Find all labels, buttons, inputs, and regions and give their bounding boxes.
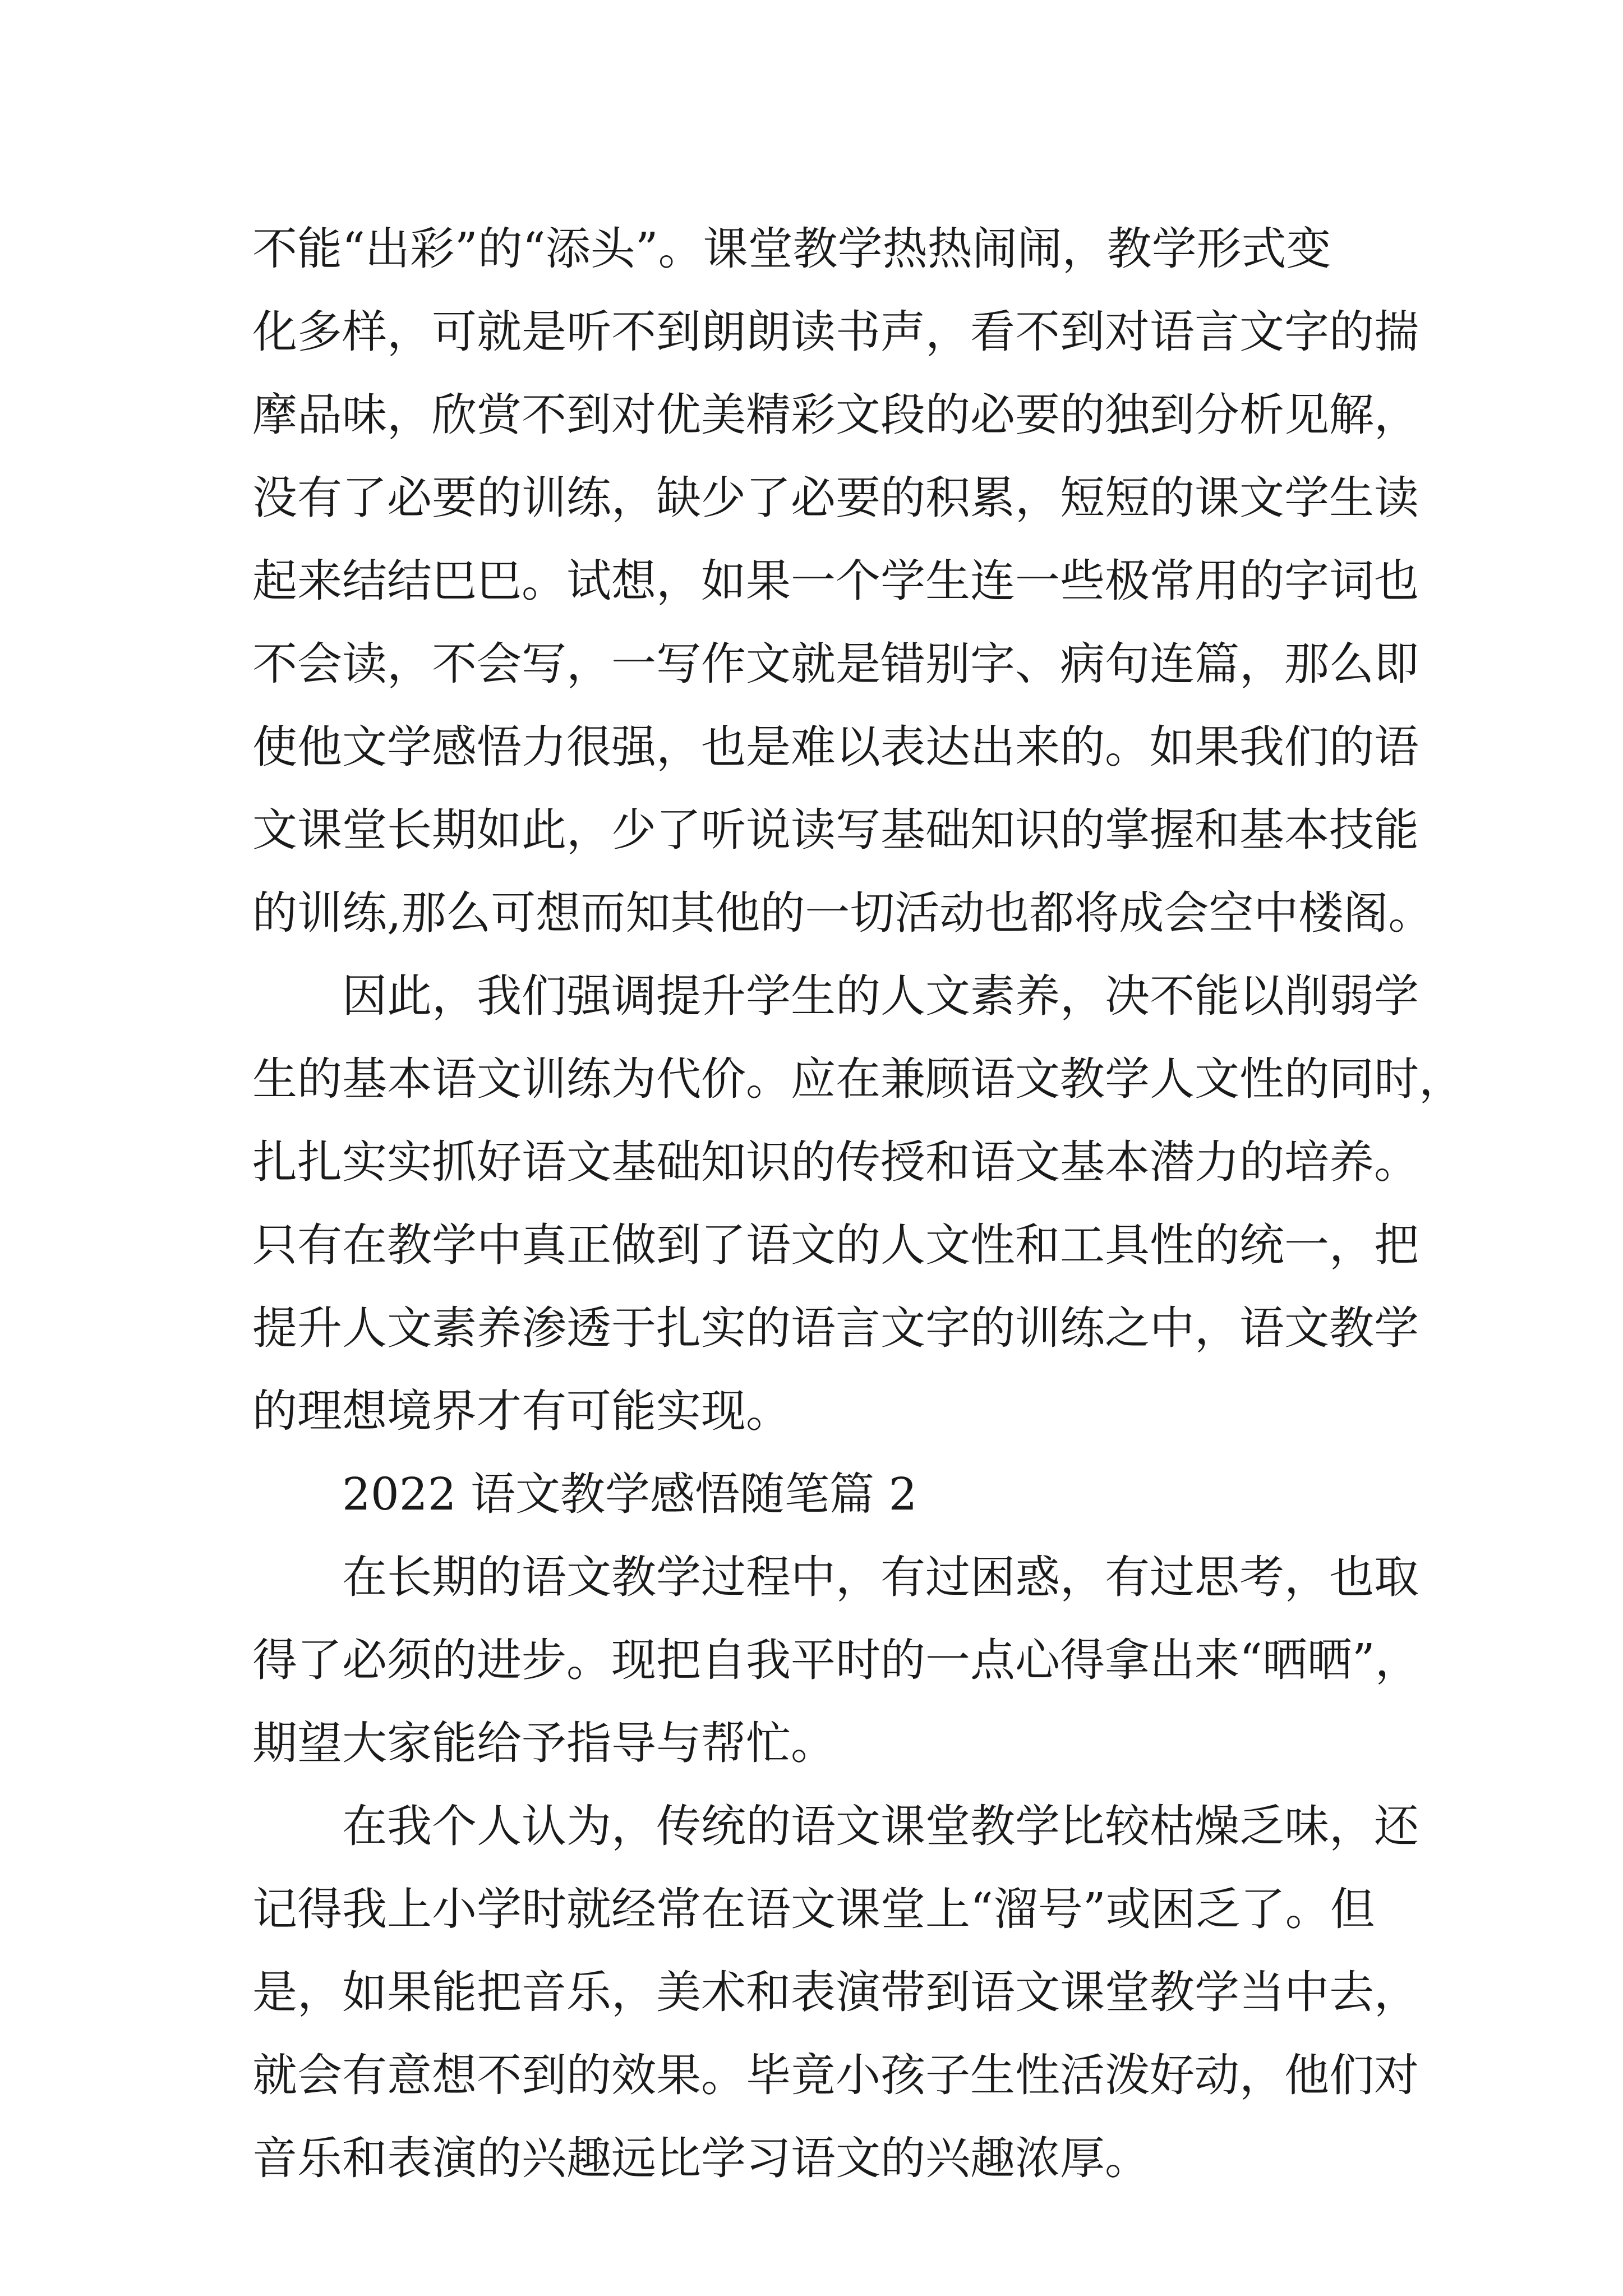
text-line: 记得我上小学时就经常在语文课堂上“溜号”或困乏了。但 (252, 1883, 1375, 1935)
text-line: 扎扎实实抓好语文基础知识的传授和语文基本潜力的培养。 (252, 1136, 1419, 1188)
text-line: 在长期的语文教学过程中，有过困惑，有过思考，也取 (342, 1551, 1419, 1603)
document-body (252, 208, 1464, 2200)
text-line: 只有在教学中真正做到了语文的人文性和工具性的统一，把 (252, 1219, 1419, 1271)
section-heading (252, 1453, 1380, 1536)
section-heading-text: 2022 语文教学感悟随笔篇 2 (342, 1468, 917, 1520)
text-line: 是，如果能把音乐，美术和表演带到语文课堂教学当中去， (252, 1966, 1419, 2018)
text-line: 音乐和表演的兴趣远比学习语文的兴趣浓厚。 (252, 2132, 1150, 2184)
text-line: 文课堂长期如此，少了听说读写基础知识的掌握和基本技能 (252, 804, 1419, 856)
text-line: 没有了必要的训练，缺少了必要的积累，短短的课文学生读 (252, 472, 1419, 524)
paragraph (252, 208, 1433, 955)
text-line: 不能“出彩”的“添头”。课堂教学热热闹闹，教学形式变 (252, 223, 1331, 275)
text-line: 在我个人认为，传统的语文课堂教学比较枯燥乏味，还 (342, 1800, 1419, 1852)
text-line: 因此，我们强调提升学生的人文素养，决不能以削弱学 (342, 970, 1419, 1022)
text-line: 提升人文素养渗透于扎实的语言文字的训练之中，语文教学 (252, 1302, 1419, 1354)
paragraph (252, 1536, 1420, 1785)
text-line: 期望大家能给予指导与帮忙。 (252, 1717, 836, 1769)
text-line: 摩品味，欣赏不到对优美精彩文段的必要的独到分析见解， (252, 389, 1419, 441)
paragraph (252, 955, 1464, 1453)
text-line: 就会有意想不到的效果。毕竟小孩子生性活泼好动，他们对 (252, 2049, 1419, 2101)
paragraph (252, 1785, 1419, 2200)
text-line: 得了必须的进步。现把自我平时的一点心得拿出来“晒晒”， (252, 1634, 1420, 1686)
text-line: 不会读，不会写，一写作文就是错别字、病句连篇，那么即 (252, 638, 1419, 690)
text-line: 的理想境界才有可能实现。 (252, 1385, 791, 1437)
text-line: 起来结结巴巴。试想，如果一个学生连一些极常用的字词也 (252, 555, 1419, 607)
text-line: 生的基本语文训练为代价。应在兼顾语文教学人文性的同时， (252, 1053, 1464, 1105)
text-line: 化多样，可就是听不到朗朗读书声，看不到对语言文字的揣 (252, 306, 1419, 358)
text-line: 的训练,那么可想而知其他的一切活动也都将成会空中楼阁。 (252, 887, 1433, 939)
text-line: 使他文学感悟力很强，也是难以表达出来的。如果我们的语 (252, 721, 1419, 773)
